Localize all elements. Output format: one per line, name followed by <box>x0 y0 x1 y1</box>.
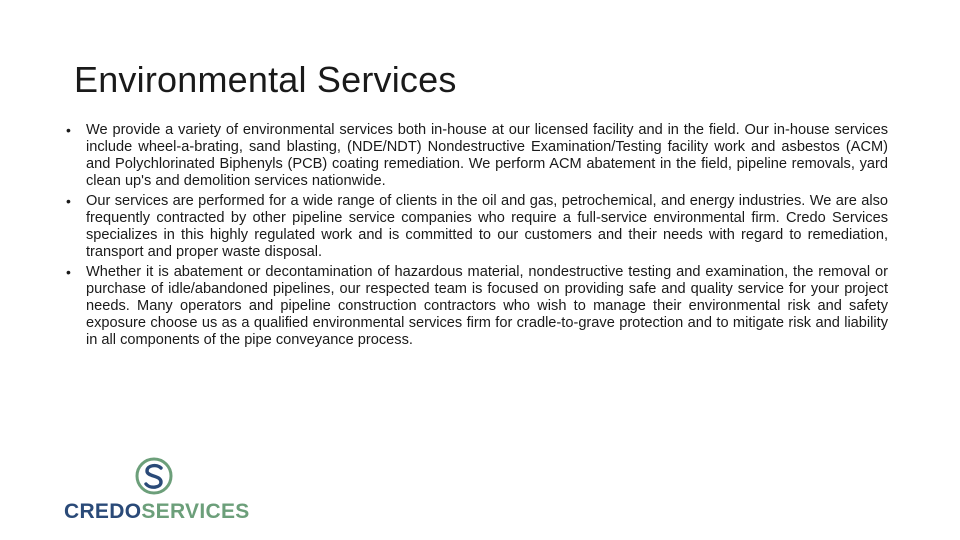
slide-title: Environmental Services <box>74 59 457 100</box>
credo-services-logo <box>62 452 256 524</box>
bullet-item <box>64 264 888 349</box>
logo-word-credo: CREDO <box>64 500 142 523</box>
logo-wordmark <box>64 500 250 524</box>
bullet-item <box>64 193 888 261</box>
bullet-dot-icon: • <box>66 264 71 280</box>
logo-word-services: SERVICES <box>141 500 250 523</box>
bullet-text: Whether it is abatement or decontamination of hazardous material, nondestructive testing and examination, the removal or purchase of idle/abandoned pipelines, our respected team is focused on providing safe and quality service for your project needs. Many operators and pipeline construction contractors who wish to manage their environmental risk and safety exposure choose us as a qualified environmental services firm for cradle-to-grave protection and to mitigate risk and liability in all components of the pipe conveyance process. <box>86 264 888 348</box>
bullet-dot-icon: • <box>66 122 71 138</box>
bullet-text: Our services are performed for a wide range of clients in the oil and gas, petrochemical, and energy industries. We are also frequently contracted by other pipeline service companies who require a full-service environmental firm. Credo Services specializes in this highly regulated work and is committed to our customers and their needs with regard to remediation, transport and proper waste disposal. <box>86 193 888 260</box>
credo-cs-logo-icon <box>134 456 174 496</box>
bullet-item <box>64 122 888 190</box>
bullet-dot-icon: • <box>66 193 71 209</box>
bullet-list <box>64 122 888 352</box>
bullet-text: We provide a variety of environmental services both in-house at our licensed facility and in the field. Our in-house services include wheel-a-brating, sand blasting, (NDE/NDT) Nondestructive Examination/Testing facility work and asbestos (ACM) and Polychlorinated Biphenyls (PCB) coating remediation. We perform ACM abatement in the field, pipeline removals, yard clean up's and demolition services nationwide. <box>86 122 888 189</box>
